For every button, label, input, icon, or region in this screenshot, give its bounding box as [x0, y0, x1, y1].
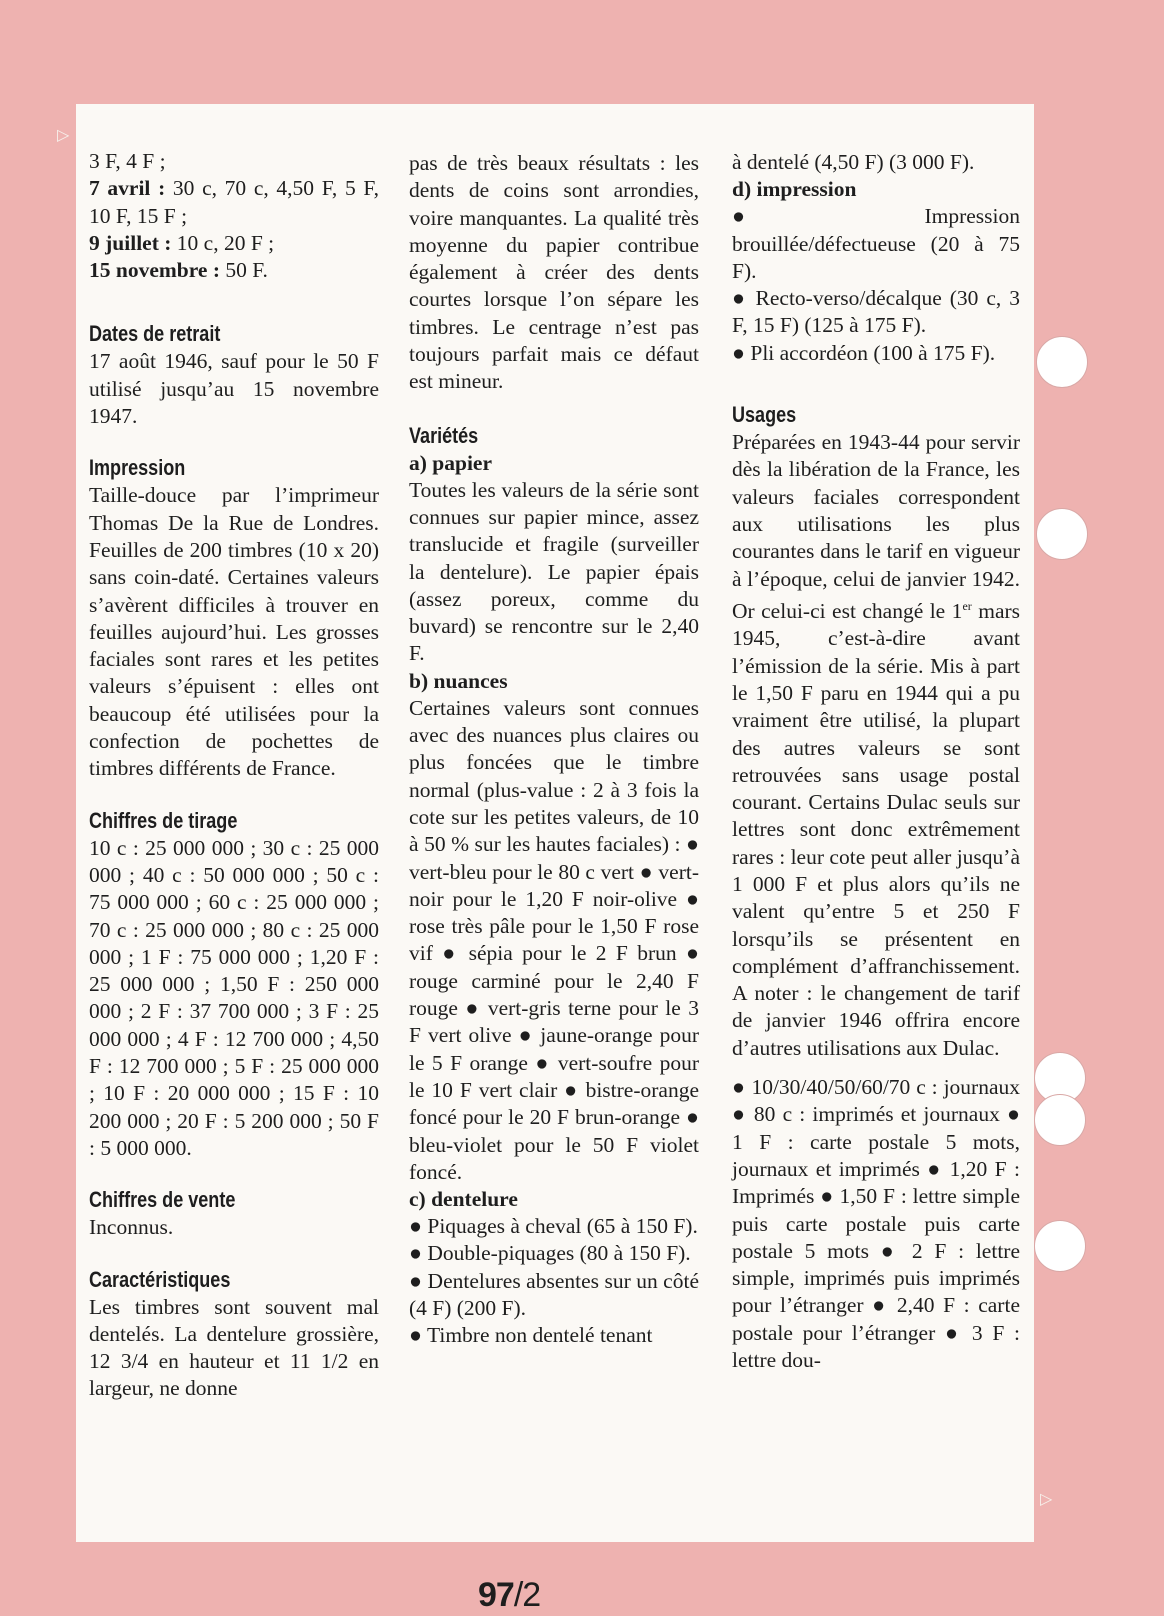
page-number — [478, 1576, 540, 1615]
binder-hole-icon — [1034, 1220, 1086, 1272]
heading-impression: Impression — [89, 455, 186, 481]
column-2 — [409, 150, 699, 1350]
date-values: 50 F. — [219, 258, 268, 283]
triangle-marker-icon: ▷ — [1040, 1489, 1053, 1508]
paragraph-impression: Taille-douce par l’imprimeur Thomas De la Rue de Londres. Feuilles de 200 timbres (10 x 20) sans coin-daté. Certaines valeurs s’avèrent difficiles à trouver en feuilles aujourd’hui. Les grosses faciales sont rares et les petites valeurs s’épuisent : elles ont beaucoup été utilisées pour la confection de pochettes de timbres différents de France. — [89, 483, 379, 781]
paragraph-tirage: 10 c : 25 000 000 ; 30 c : 25 000 000 ; 40 c : 50 000 000 ; 50 c : 75 000 000 ; 60 c : 25 000 000 ; 70 c : 25 000 000 ; 80 c : 25 000 000 ; 1 F : 75 000 000 ; 1,20 F : 25 000 000 ; 1,50 F : 250 000 000 ; 2 F : 37 700 000 ; 3 F : 25 000 000 ; 4 F : 12 700 000 ; 4,50 F : 12 700 000 ; 5 F : 25 000 000 ; 10 F : 20 000 000 ; 15 F : 10 200 000 ; 20 F : 5 200 000 ; 50 F : 5 000 000. — [89, 835, 379, 1160]
heading-chiffres-de-tirage: Chiffres de tirage — [89, 807, 238, 833]
date-label: 15 novembre : — [89, 258, 220, 283]
paragraph-caracteristiques: Les timbres sont souvent mal dentelés. La dentelure grossière, 12 3/4 en hauteur et 11 1/2 en largeur, ne donne — [89, 1294, 379, 1401]
heading-usages: Usages — [732, 402, 797, 428]
paragraph-tarifs: ● 10/30/40/50/60/70 c : journaux ● 80 c : imprimés et journaux ● 1 F : carte postale 5 mots, journaux et imprimés ● 1,20 F : Imprimés ● 1,50 F : lettre simple puis carte postale puis carte postale 5 mots ● 2 F : lettre simple, imprimés puis imprimés pour l’étranger ● 2,40 F : carte postale pour l’étranger ● 3 F : lettre dou- — [732, 1075, 1020, 1373]
list-item: ● Pli accordéon (100 à 175 F). — [732, 340, 996, 365]
list-item: ● Dentelures absentes sur un côté (4 F) (200 F). — [409, 1268, 699, 1320]
date-label: 7 avril : — [89, 176, 166, 201]
paragraph-retrait: 17 août 1946, sauf pour le 50 F utilisé jusqu’au 15 novembre 1947. — [89, 349, 379, 429]
text-line — [89, 230, 379, 257]
paragraph-continuation: à dentelé (4,50 F) (3 000 F). — [732, 150, 975, 174]
usages-text-b: mars 1945, c’est-à-dire avant l’émission de la série. Mis à part le 1,50 F paru en 1944 qui a pu vraiment être utilisé, la plupart des autres valeurs se sont retrouvées sans usage postal courant. Certains Dulac seuls sur lettres sont donc extrêmement rares : leur cote peut aller jusqu’à 1 000 F et plus alors qu’ils ne valent qu’entre 5 et 250 F lorsqu’ils se présentent en complément d’affranchissement. A noter : le changement de tarif de janvier 1946 offrira encore d’autres utilisations aux Dulac. — [732, 599, 1021, 1060]
page-number-sub: /2 — [513, 1576, 541, 1614]
subheading-papier: a) papier — [409, 450, 493, 475]
paragraph-papier: Toutes les valeurs de la série sont connues sur papier mince, assez translucide et fragile (surveiller la dentelure). Le papier épais (assez poreux, comme du buvard) se rencontre sur le 2,40 F. — [409, 477, 699, 666]
date-values: 10 c, 20 F ; — [171, 230, 275, 255]
heading-caracteristiques: Caractéristiques — [89, 1266, 231, 1292]
subheading-dentelure: c) dentelure — [409, 1187, 518, 1212]
heading-chiffres-de-vente: Chiffres de vente — [89, 1187, 236, 1213]
usages-text-a: Préparées en 1943-44 pour servir dès la libération de la France, les valeurs faciales correspondent aux utilisations les plus courantes dans le tarif en vigueur à l’époque, celui de janvier 1942. Or celui-ci est changé le 1 — [732, 430, 1020, 624]
date-values: 30 c, 70 c, 4,50 F, 5 F, 10 F, 15 F ; — [89, 176, 379, 228]
subheading-impression: d) impression — [732, 177, 857, 202]
heading-varietes: Variétés — [409, 422, 479, 448]
list-item: ● Double-piquages (80 à 150 F). — [409, 1241, 691, 1266]
subheading-nuances: b) nuances — [409, 668, 508, 693]
paragraph-vente: Inconnus. — [89, 1215, 174, 1240]
superscript: er — [962, 598, 972, 613]
page-sheet — [76, 104, 1034, 1542]
binder-hole-icon — [1034, 1094, 1086, 1146]
list-item: ● Recto-verso/décalque (30 c, 3 F, 15 F) (125 à 175 F). — [732, 286, 1020, 338]
text-line — [89, 257, 379, 284]
heading-dates-de-retrait: Dates de retrait — [89, 321, 221, 347]
column-3 — [732, 149, 1020, 1374]
text-line — [89, 175, 379, 230]
triangle-marker-icon: ▷ — [57, 125, 70, 144]
date-label: 9 juillet : — [89, 230, 172, 255]
paragraph-nuances: Certaines valeurs sont connues avec des nuances plus claires ou plus foncées que le timbre normal (plus-value : 2 à 3 fois la cote sur les petites valeurs, de 10 à 50 % sur les hautes faciales) : ● vert-bleu pour le 80 c vert ● vert-noir pour le 1,20 F noir-olive ● rose très pâle pour le 1,50 F rose vif ● sépia pour le 2 F brun ● rouge carminé pour le 2,40 F rouge ● vert-gris terne pour le 3 F vert olive ● jaune-orange pour le 5 F orange ● vert-soufre pour le 10 F vert clair ● bistre-orange foncé pour le 20 F brun-orange ● bleu-violet pour le 50 F violet foncé. — [409, 695, 699, 1184]
paragraph-continuation: pas de très beaux résultats : les dents de coins sont arrondies, voire manquantes. La qualité très moyenne du papier contribue également à créer des dents courtes lorsque l’on sépare les timbres. Le centrage n’est pas toujours parfait mais ce défaut est mineur. — [409, 151, 699, 394]
binder-hole-icon — [1036, 336, 1088, 388]
list-item: ● Timbre non dentelé tenant — [409, 1323, 653, 1348]
list-item: ● Impression brouillée/défectueuse (20 à 75 F). — [732, 204, 1020, 283]
column-1 — [89, 148, 379, 1403]
text-line: 3 F, 4 F ; — [89, 149, 166, 173]
paragraph-usages — [732, 429, 1020, 1062]
page-number-main: 97 — [478, 1576, 514, 1614]
binder-hole-icon — [1036, 508, 1088, 560]
list-item: ● Piquages à cheval (65 à 150 F). — [409, 1214, 698, 1239]
